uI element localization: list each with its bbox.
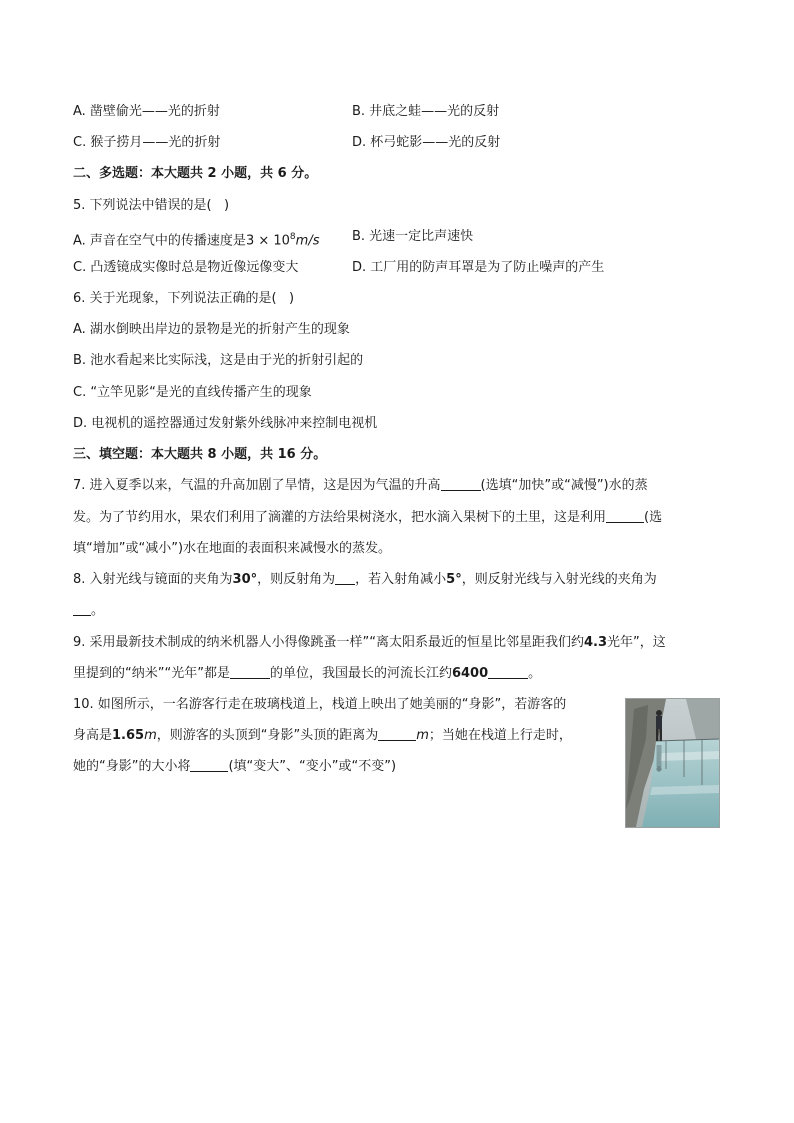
q7-text-1a: 7. 进入夏季以来，气温的升高加剧了旱情，这是因为气温的升高: [73, 478, 441, 493]
q9-text-2b: 的单位，我国最长的河流长江约: [269, 666, 452, 681]
glass-walkway-illustration: [626, 699, 719, 827]
q10-text-2a: 身高是: [73, 728, 113, 743]
q10-text-2b: ，则游客的头顶到“身影”头顶的距离为: [156, 728, 379, 743]
q9-number-2: 6400: [451, 666, 489, 681]
q5-option-a-unit: m/s: [295, 233, 320, 249]
q7-text-2a: 发。为了节约用水，果农们利用了滴灌的方法给果树浇水，把水滴入果树下的土里，这是利用: [73, 510, 607, 525]
q7-line-2: [73, 508, 662, 528]
q6-option-c: C. “立竿见影“是光的直线传播产生的现象: [73, 385, 312, 400]
q9-text-2a: 里提到的“纳米”“光年”都是: [73, 666, 230, 681]
q9-number-1: 4.3: [584, 635, 608, 650]
q9-line-1: [73, 633, 666, 653]
q10-line-1: 10. 如图所示，一名游客行走在玻璃栈道上，栈道上映出了她美丽的“身影”，若游客的: [73, 697, 567, 712]
q5-option-a-math: 3 × 10: [245, 233, 290, 249]
q8-angle-1: 30°: [232, 572, 258, 587]
q10-line-3: [73, 757, 396, 777]
q8-blank-2: [73, 602, 91, 616]
q5-option-a-exp: 8: [289, 232, 296, 242]
q9-text-1a: 9. 采用最新技术制成的纳米机器人小得像跳蚤一样”“离太阳系最近的恒星比邻星距我们约: [73, 635, 585, 650]
q6-option-b: B. 池水看起来比实际浅，这是由于光的折射引起的: [73, 353, 364, 368]
q10-unit-1: m: [144, 728, 157, 743]
q5-option-c: C. 凸透镜成实像时总是物近像远像变大: [73, 260, 299, 275]
q7-text-2b: (选: [644, 510, 663, 525]
q10-unit-2: m: [416, 728, 429, 743]
q4-option-d: D. 杯弓蛇影——光的反射: [352, 135, 501, 150]
section-2-title: 二、多选题：本大题共 2 小题，共 6 分。: [73, 166, 318, 181]
q10-blank-2: [190, 758, 228, 772]
q5-option-b: B. 光速一定比声速快: [352, 229, 474, 244]
q5-option-a-text: A. 声音在空气中的传播速度是: [73, 233, 246, 249]
q8-line-1: [73, 570, 657, 590]
q10-text-3a: 她的“身影”的大小将: [73, 759, 191, 774]
q4-option-b: B. 井底之蛙——光的反射: [352, 104, 500, 119]
q9-text-2c: 。: [528, 666, 542, 681]
q7-blank-2: [606, 509, 644, 523]
q9-line-2: [73, 664, 541, 684]
q8-blank-1: [335, 571, 355, 585]
q8-line-2: [73, 601, 104, 621]
q7-line-3: 填“增加”或“减小”)水在地面的表面积来减慢水的蒸发。: [73, 541, 392, 556]
q4-option-c: C. 猴子捞月——光的折射: [73, 135, 221, 150]
q5-option-d: D. 工厂用的防声耳罩是为了防止噪声的产生: [352, 260, 605, 275]
q9-text-1b: 光年”，这: [607, 635, 666, 650]
section-3-title: 三、填空题：本大题共 8 小题，共 16 分。: [73, 447, 327, 462]
q5-stem: 5. 下列说法中错误的是( ): [73, 198, 230, 213]
q10-line-2: [73, 726, 572, 746]
q7-blank-1: [441, 477, 481, 491]
q8-angle-2: 5°: [446, 572, 462, 587]
q8-text-1d: ，则反射光线与入射光线的夹角为: [461, 572, 657, 587]
q5-option-a: [73, 227, 319, 251]
q4-option-a: A. 凿壁偷光——光的折射: [73, 104, 220, 119]
q6-option-a: A. 湖水倒映出岸边的景物是光的折射产生的现象: [73, 322, 350, 337]
q10-height: 1.65: [112, 728, 145, 743]
q9-blank-1: [230, 665, 270, 679]
glass-walkway-photo: [625, 698, 720, 828]
q8-text-1a: 8. 入射光线与镜面的夹角为: [73, 572, 233, 587]
q6-stem: 6. 关于光现象，下列说法正确的是( ): [73, 291, 295, 306]
q10-text-3b: (填“变大”、“变小”或“不变”): [228, 759, 397, 774]
q8-text-1c: ，若入射角减小: [355, 572, 447, 587]
q8-text-2: 。: [91, 603, 105, 618]
q9-blank-2: [488, 665, 528, 679]
q7-text-1b: (选填“加快”或“减慢”)水的蒸: [480, 478, 648, 493]
q6-option-d: D. 电视机的遥控器通过发射紫外线脉冲来控制电视机: [73, 416, 378, 431]
q10-text-2c: ；当她在栈道上行走时，: [428, 728, 572, 743]
q8-text-1b: ，则反射角为: [257, 572, 336, 587]
q10-blank-1: [378, 727, 416, 741]
q7-line-1: [73, 476, 648, 496]
